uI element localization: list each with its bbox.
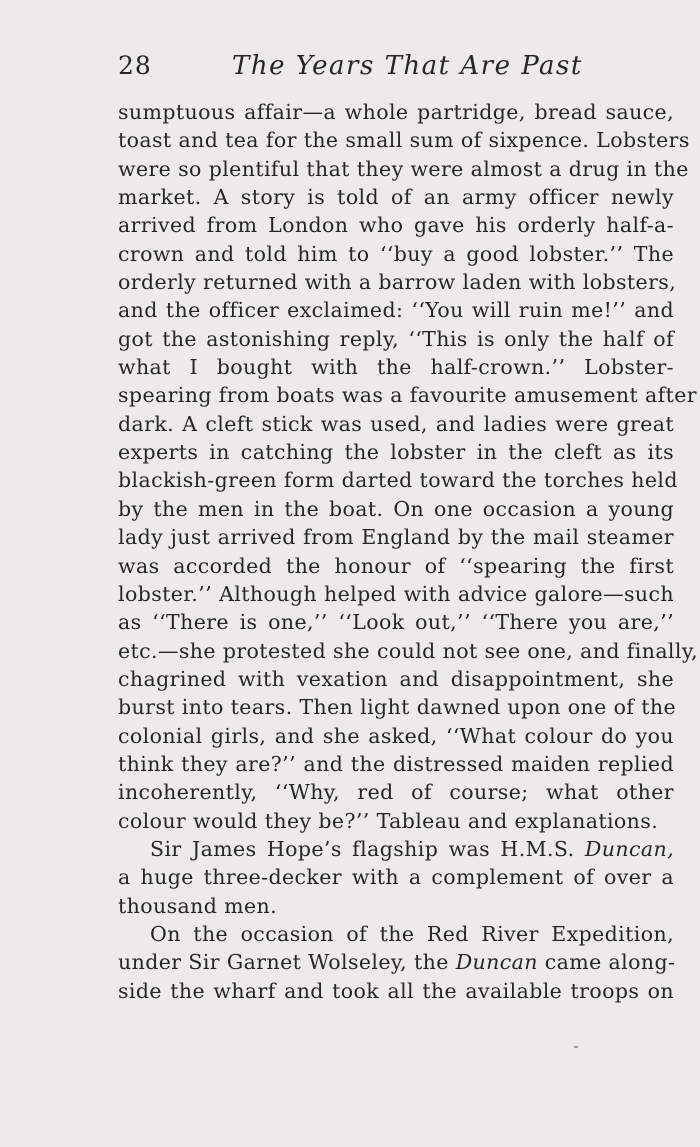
text-line: as ‘‘There is one,’’ ‘‘Look out,’’ ‘‘There you are,’’ <box>118 610 674 635</box>
text-line: sumptuous affair—a whole partridge, bread sauce, <box>118 100 674 124</box>
text-line: by the men in the boat. On one occasion a young <box>118 496 674 521</box>
text-line: etc.—she protested she could not see one, and finally, <box>118 638 699 663</box>
text-line: incoherently, ‘‘Why, red of course; what other <box>118 780 674 805</box>
text-line: experts in catching the lobster in the cleft as its <box>118 440 674 465</box>
paragraph-1 <box>118 98 699 835</box>
text-line: a huge three-decker with a complement of over a <box>118 865 674 890</box>
text-line: dark. A cleft stick was used, and ladies were great <box>118 411 674 436</box>
body-text <box>118 98 699 1005</box>
text-line: colour would they be?’’ Tableau and explanations. <box>118 808 659 833</box>
ship-name: Duncan <box>455 950 538 975</box>
text-line: side the wharf and took all the available troops on <box>118 978 674 1003</box>
paragraph-2 <box>118 835 674 920</box>
text-line: what I bought with the half-crown.’’ Lobster- <box>118 355 674 380</box>
text-run: came along- <box>537 950 676 975</box>
running-title: The Years That Are Past <box>232 51 583 81</box>
page-number: 28 <box>118 51 152 80</box>
print-speck <box>574 1046 578 1048</box>
ship-name: Duncan, <box>584 836 674 861</box>
text-line: think they are?’’ and the distressed maiden replied <box>118 751 674 776</box>
text-run: under Sir Garnet Wolseley, the <box>118 950 456 975</box>
paragraph-3 <box>118 920 674 1005</box>
text-line: On the occasion of the Red River Expedition, <box>150 921 674 946</box>
text-line <box>118 948 674 976</box>
text-line: crown and told him to ‘‘buy a good lobster.’’ The <box>118 241 674 266</box>
text-line: market. A story is told of an army officer newly <box>118 185 674 210</box>
text-line: orderly returned with a barrow laden with lobsters, <box>118 270 677 295</box>
text-line: colonial girls, and she asked, ‘‘What colour do you <box>118 723 674 748</box>
text-line: lobster.’’ Although helped with advice galore—such <box>118 581 674 606</box>
text-line: arrived from London who gave his orderly half-a- <box>118 213 674 238</box>
text-run: Sir James Hope’s flagship was H.M.S. <box>150 836 585 861</box>
text-line: thousand men. <box>118 893 278 918</box>
text-line: lady just arrived from England by the mail steamer <box>118 525 674 550</box>
page-header <box>118 48 674 84</box>
text-line: got the astonishing reply, ‘‘This is only the half of <box>118 326 674 351</box>
text-line: chagrined with vexation and disappointment, she <box>118 666 674 691</box>
text-line: burst into tears. Then light dawned upon one of the <box>118 695 676 720</box>
text-line: were so plentiful that they were almost a drug in the <box>118 156 689 181</box>
text-line: spearing from boats was a favourite amusement after <box>118 383 697 408</box>
text-line <box>118 835 674 863</box>
text-line: was accorded the honour of ‘‘spearing the first <box>118 553 674 578</box>
text-line: toast and tea for the small sum of sixpence. Lobsters <box>118 128 690 153</box>
text-line: and the officer exclaimed: ‘‘You will ruin me!’’ and <box>118 298 674 323</box>
text-line: blackish-green form darted toward the torches held <box>118 468 678 493</box>
